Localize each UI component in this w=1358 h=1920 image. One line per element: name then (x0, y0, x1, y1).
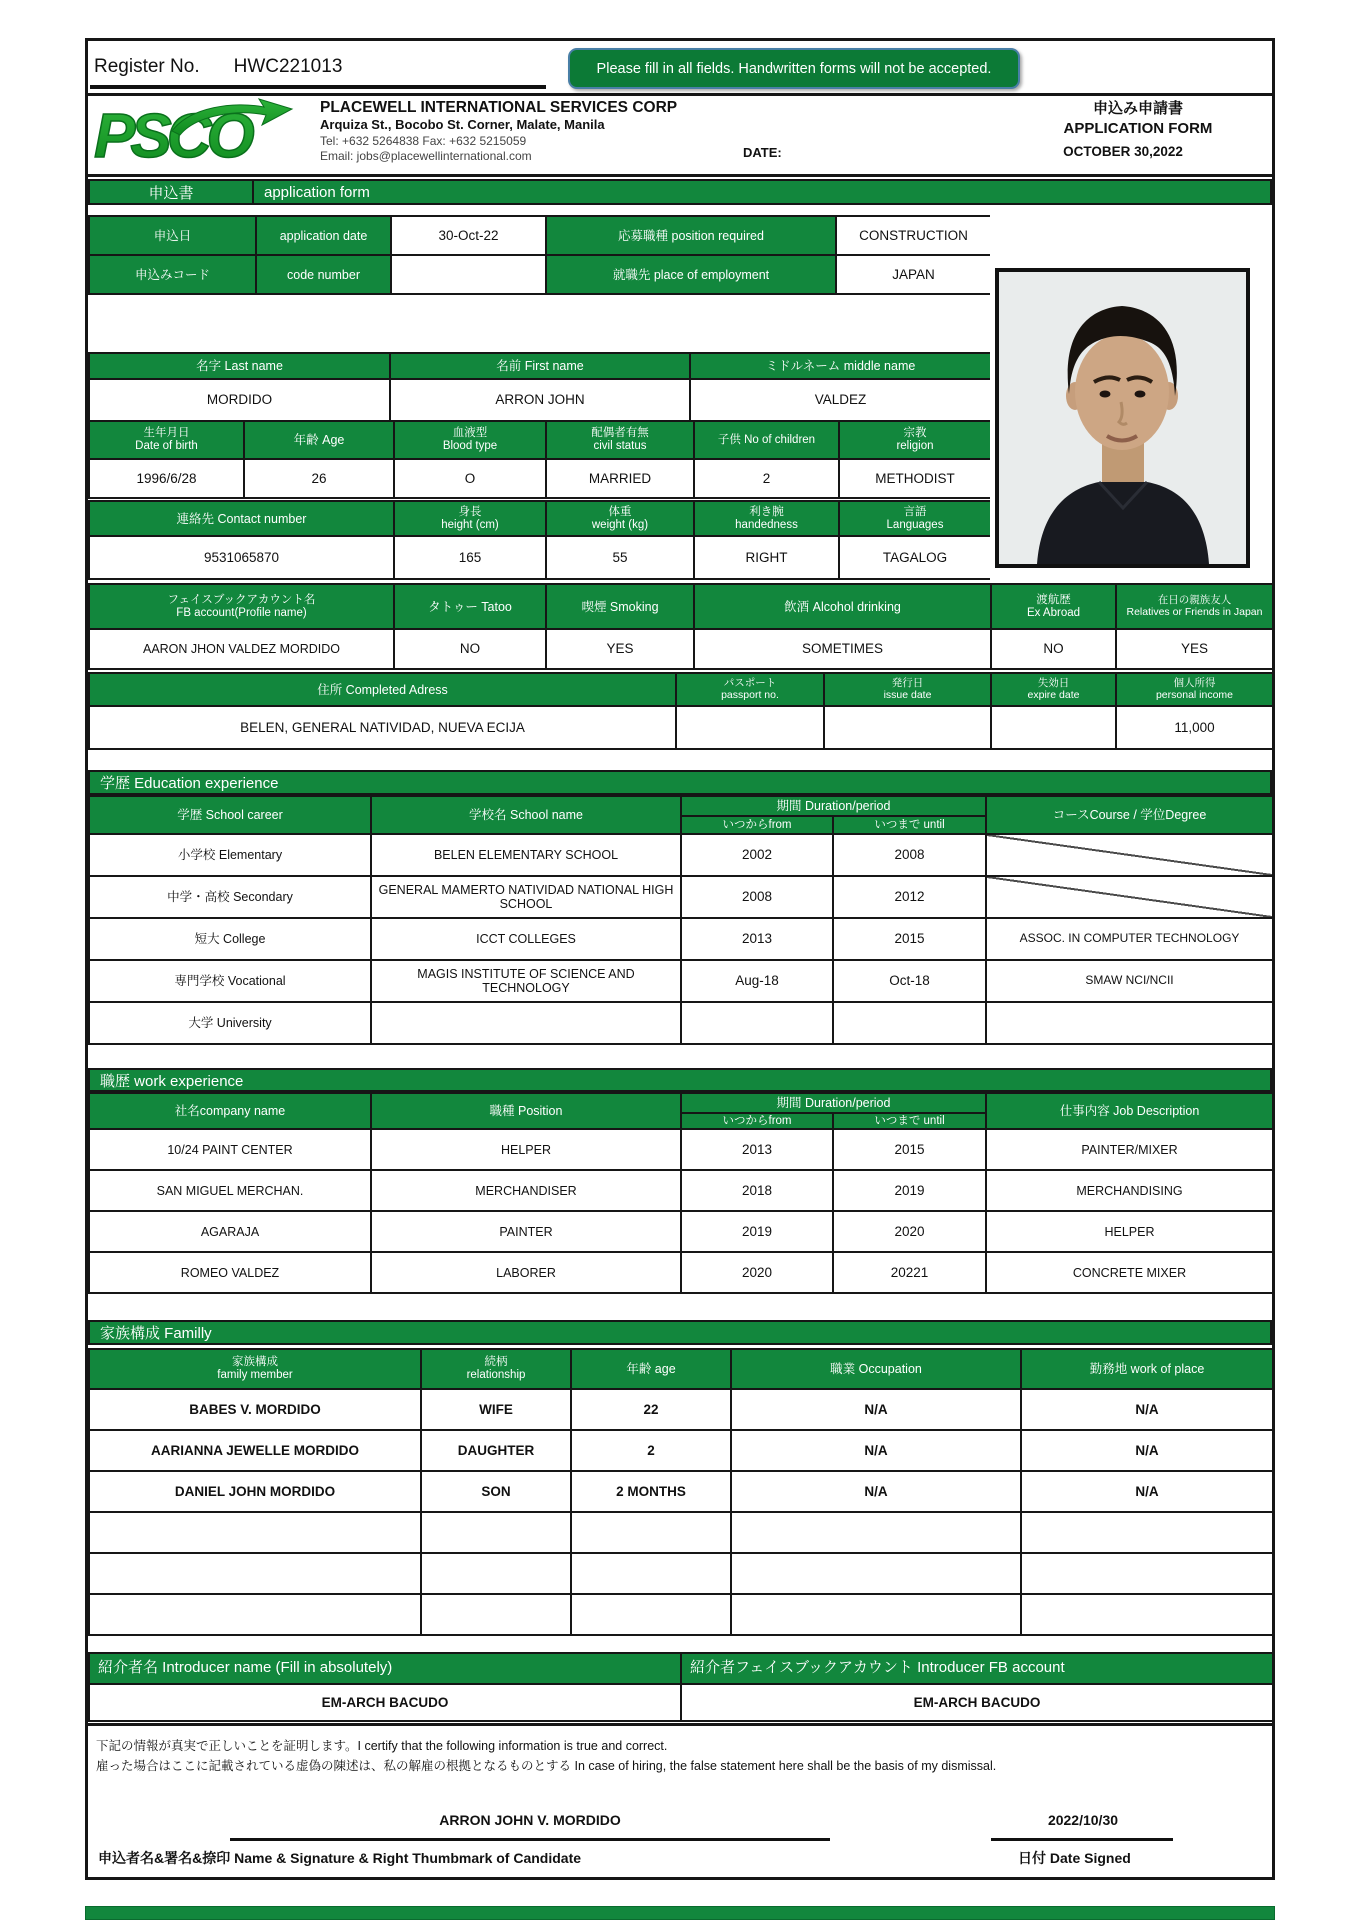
family-row-workplace (1020, 1552, 1272, 1593)
form-title-en: APPLICATION FORM (1063, 119, 1213, 137)
work-row-desc: HELPER (985, 1210, 1272, 1251)
edu-row-course (985, 1001, 1272, 1043)
value-civil-status: MARRIED (545, 458, 693, 497)
work-row-until: 2015 (832, 1128, 985, 1169)
label-work-of-place: 勤務地 work of place (1020, 1348, 1272, 1388)
work-row-company: SAN MIGUEL MERCHAN. (88, 1169, 370, 1210)
family-row-occupation (730, 1552, 1020, 1593)
edu-row-from: 2002 (680, 833, 832, 875)
label-work-from: いつからfrom (680, 1112, 832, 1128)
edu-row-school: ICCT COLLEGES (370, 917, 680, 959)
section-banner-work (88, 1068, 1272, 1092)
family-row-member (88, 1552, 420, 1593)
work-row-position: HELPER (370, 1128, 680, 1169)
family-row-member (88, 1511, 420, 1552)
work-row-company: 10/24 PAINT CENTER (88, 1128, 370, 1169)
work-row-company: ROMEO VALDEZ (88, 1251, 370, 1292)
label-ex-abroad: 渡航歴 Ex Abroad (990, 583, 1115, 628)
value-tatoo: NO (393, 628, 545, 668)
value-blood-type: O (393, 458, 545, 497)
family-row-age: 2 (570, 1429, 730, 1470)
banner-title-jp: 申込書 (90, 181, 254, 203)
family-row-occupation (730, 1593, 1020, 1634)
edu-row-from: 2008 (680, 875, 832, 917)
work-row-from: 2020 (680, 1251, 832, 1292)
edu-row-career: 専門学校 Vocational (88, 959, 370, 1001)
family-section-title: 家族構成 Familly (100, 1325, 212, 1342)
label-passport-no: パスポート passport no. (675, 672, 823, 705)
edu-row-career: 大学 University (88, 1001, 370, 1043)
edu-row-school: GENERAL MAMERTO NATIVIDAD NATIONAL HIGH SCHOOL (370, 875, 680, 917)
label-civil-status: 配偶者有無 civil status (545, 420, 693, 458)
work-row-desc: CONCRETE MIXER (985, 1251, 1272, 1292)
family-row-member: AARIANNA JEWELLE MORDIDO (88, 1429, 420, 1470)
date-signed-value: 2022/10/30 (1047, 1812, 1119, 1828)
value-alcohol: SOMETIMES (693, 628, 990, 668)
value-completed-address: BELEN, GENERAL NATIVIDAD, NUEVA ECIJA (88, 705, 675, 748)
label-alcohol: 飲酒 Alcohol drinking (693, 583, 990, 628)
value-first-name: ARRON JOHN (389, 378, 689, 420)
certification-line-1: 下記の情報が真実で正しいことを証明します。I certify that the following information is true and correct. (96, 1739, 668, 1753)
edu-row-until: Oct-18 (832, 959, 985, 1001)
family-row-workplace (1020, 1593, 1272, 1634)
label-weight: 体重 weight (kg) (545, 500, 693, 535)
register-bar (88, 41, 1272, 96)
label-application-date-jp: 申込日 (88, 215, 255, 254)
register-row (94, 56, 342, 78)
family-row-age (570, 1552, 730, 1593)
name-table (88, 352, 990, 422)
notice-banner: Please fill in all fields. Handwritten forms will not be accepted. (568, 48, 1020, 89)
label-smoking: 喫煙 Smoking (545, 583, 693, 628)
label-code-number-en: code number (255, 254, 390, 293)
company-email: Email: jobs@placewellinternational.com (320, 148, 532, 163)
value-application-date: 30-Oct-22 (390, 215, 545, 254)
label-relatives-in-japan: 在日の親族友人 Relatives or Friends in Japan (1115, 583, 1272, 628)
work-row-from: 2013 (680, 1128, 832, 1169)
value-smoking: YES (545, 628, 693, 668)
label-height: 身長 height (cm) (393, 500, 545, 535)
register-label: Register No. (94, 56, 200, 77)
value-height: 165 (393, 535, 545, 578)
edu-row-course (985, 833, 1272, 875)
work-table (88, 1092, 1272, 1294)
edu-row-school (370, 1001, 680, 1043)
work-row-from: 2019 (680, 1210, 832, 1251)
label-work-duration: 期間 Duration/period (680, 1092, 985, 1112)
company-address: Arquiza St., Bocobo St. Corner, Malate, Manila (320, 117, 605, 133)
logo-text: PSCO (94, 102, 250, 169)
family-row-age: 2 MONTHS (570, 1470, 730, 1511)
value-languages: TAGALOG (838, 535, 990, 578)
label-edu-until: いつまで until (832, 815, 985, 833)
company-name: PLACEWELL INTERNATIONAL SERVICES CORP (320, 99, 678, 116)
label-middle-name: ミドルネーム middle name (689, 352, 990, 378)
label-blood-type: 血液型 Blood type (393, 420, 545, 458)
family-row-age: 22 (570, 1388, 730, 1429)
section-banner-family (88, 1320, 1272, 1345)
edu-row-from (680, 1001, 832, 1043)
applicant-photo-image (999, 272, 1246, 564)
value-age: 26 (243, 458, 393, 497)
work-row-until: 20221 (832, 1251, 985, 1292)
label-school-name: 学校名 School name (370, 795, 680, 833)
family-row-workplace: N/A (1020, 1388, 1272, 1429)
label-place-of-employment: 就職先 place of employment (545, 254, 835, 293)
birth-info-table (88, 420, 990, 499)
candidate-signature-name: ARRON JOHN V. MORDIDO (439, 1812, 621, 1828)
work-row-company: AGARAJA (88, 1210, 370, 1251)
label-application-date-en: application date (255, 215, 390, 254)
label-introducer-fb: 紹介者フェイスブックアカウント Introducer FB account (680, 1652, 1272, 1683)
label-company-name: 社名company name (88, 1092, 370, 1128)
company-telfax: Tel: +632 5264838 Fax: +632 5215059 (320, 133, 527, 148)
label-handedness: 利き腕 handedness (693, 500, 838, 535)
company-logo (94, 97, 309, 169)
value-ex-abroad: NO (990, 628, 1115, 668)
address-table (88, 672, 1272, 750)
label-no-of-children: 子供 No of children (693, 420, 838, 458)
value-personal-income: 11,000 (1115, 705, 1272, 748)
label-tatoo: タトゥー Tatoo (393, 583, 545, 628)
edu-row-school: MAGIS INSTITUTE OF SCIENCE AND TECHNOLOGY (370, 959, 680, 1001)
certification-box (88, 1723, 1272, 1881)
value-fb-account: AARON JHON VALDEZ MORDIDO (88, 628, 393, 668)
edu-row-career: 短大 College (88, 917, 370, 959)
edu-row-course (985, 875, 1272, 917)
section-banner-education (88, 770, 1272, 795)
label-relationship: 続柄 relationship (420, 1348, 570, 1388)
edu-row-until: 2008 (832, 833, 985, 875)
value-expire-date (990, 705, 1115, 748)
family-row-workplace: N/A (1020, 1429, 1272, 1470)
date-value: OCTOBER 30,2022 (1063, 144, 1183, 159)
value-religion: METHODIST (838, 458, 990, 497)
edu-row-career: 小学校 Elementary (88, 833, 370, 875)
signature-underline (230, 1838, 830, 1841)
family-row-occupation: N/A (730, 1470, 1020, 1511)
edu-row-course: SMAW NCI/NCII (985, 959, 1272, 1001)
value-weight: 55 (545, 535, 693, 578)
label-date-of-birth: 生年月日 Date of birth (88, 420, 243, 458)
edu-row-from: 2013 (680, 917, 832, 959)
value-passport-no (675, 705, 823, 748)
edu-row-until: 2012 (832, 875, 985, 917)
label-age: 年齢 Age (243, 420, 393, 458)
label-edu-duration: 期間 Duration/period (680, 795, 985, 815)
work-row-until: 2019 (832, 1169, 985, 1210)
edu-row-course: ASSOC. IN COMPUTER TECHNOLOGY (985, 917, 1272, 959)
introducer-table (88, 1652, 1272, 1722)
value-introducer-name: EM-ARCH BACUDO (88, 1683, 680, 1720)
work-row-desc: MERCHANDISING (985, 1169, 1272, 1210)
family-row-member: BABES V. MORDIDO (88, 1388, 420, 1429)
label-issue-date: 発行日 issue date (823, 672, 990, 705)
value-handedness: RIGHT (693, 535, 838, 578)
family-row-member (88, 1593, 420, 1634)
label-edu-from: いつからfrom (680, 815, 832, 833)
label-course-degree: コースCourse / 学位Degree (985, 795, 1272, 833)
value-middle-name: VALDEZ (689, 378, 990, 420)
education-section-title: 学歴 Education experience (100, 775, 279, 792)
work-row-until: 2020 (832, 1210, 985, 1251)
date-label: DATE: (743, 145, 782, 160)
applicant-photo (995, 268, 1250, 568)
family-row-occupation (730, 1511, 1020, 1552)
work-row-from: 2018 (680, 1169, 832, 1210)
edu-row-from: Aug-18 (680, 959, 832, 1001)
value-relatives-in-japan: YES (1115, 628, 1272, 668)
family-table (88, 1348, 1272, 1636)
date-signed-underline (991, 1838, 1173, 1841)
label-occupation: 職業 Occupation (730, 1348, 1020, 1388)
edu-row-school: BELEN ELEMENTARY SCHOOL (370, 833, 680, 875)
label-completed-address: 住所 Completed Adress (88, 672, 675, 705)
edu-row-career: 中学・高校 Secondary (88, 875, 370, 917)
family-row-relationship (420, 1593, 570, 1634)
signature-label: 申込者名&署名&捺印 Name & Signature & Right Thumbmark of Candidate (98, 1850, 582, 1866)
label-languages: 言語 Languages (838, 500, 990, 535)
label-job-description: 仕事内容 Job Description (985, 1092, 1272, 1128)
company-info (320, 98, 677, 164)
label-expire-date: 失効日 expire date (990, 672, 1115, 705)
value-date-of-birth: 1996/6/28 (88, 458, 243, 497)
contact-info-table (88, 500, 990, 580)
education-table (88, 795, 1272, 1045)
register-number: HWC221013 (233, 56, 343, 77)
value-no-of-children: 2 (693, 458, 838, 497)
application-info-table (88, 215, 990, 295)
value-code-number (390, 254, 545, 293)
value-place-of-employment: JAPAN (835, 254, 990, 293)
next-section-strip (85, 1906, 1275, 1920)
date-signed-label: 日付 Date Signed (1018, 1850, 1131, 1866)
label-last-name: 名字 Last name (88, 352, 389, 378)
family-row-occupation: N/A (730, 1429, 1020, 1470)
label-personal-income: 個人所得 personal income (1115, 672, 1272, 705)
form-title-jp: 申込み申請書 (1092, 100, 1183, 117)
value-position-required: CONSTRUCTION (835, 215, 990, 254)
edu-row-until (832, 1001, 985, 1043)
section-banner-application (88, 179, 1272, 205)
value-last-name: MORDIDO (88, 378, 389, 420)
work-row-position: PAINTER (370, 1210, 680, 1251)
logo-graphic (94, 97, 309, 169)
label-position-required: 応募職種 position required (545, 215, 835, 254)
work-row-position: MERCHANDISER (370, 1169, 680, 1210)
value-contact-number: 9531065870 (88, 535, 393, 578)
family-row-relationship: DAUGHTER (420, 1429, 570, 1470)
label-position: 職種 Position (370, 1092, 680, 1128)
label-first-name: 名前 First name (389, 352, 689, 378)
family-row-workplace (1020, 1511, 1272, 1552)
label-introducer-name: 紹介者名 Introducer name (Fill in absolutely) (88, 1652, 680, 1683)
label-work-until: いつまで until (832, 1112, 985, 1128)
family-row-member: DANIEL JOHN MORDIDO (88, 1470, 420, 1511)
family-row-workplace: N/A (1020, 1470, 1272, 1511)
label-fb-account: フェイスブックアカウント名 FB account(Profile name) (88, 583, 393, 628)
label-code-number-jp: 申込みコード (88, 254, 255, 293)
label-family-age: 年齢 age (570, 1348, 730, 1388)
form-title (1008, 99, 1268, 138)
company-header (88, 93, 1272, 177)
work-section-title: 職歴 work experience (100, 1072, 244, 1090)
work-row-desc: PAINTER/MIXER (985, 1128, 1272, 1169)
banner-title-en: application form (264, 183, 370, 201)
label-family-member: 家族構成 family member (88, 1348, 420, 1388)
family-row-relationship (420, 1511, 570, 1552)
habits-table (88, 583, 1272, 670)
family-row-relationship: WIFE (420, 1388, 570, 1429)
family-row-age (570, 1511, 730, 1552)
label-religion: 宗教 religion (838, 420, 990, 458)
family-row-age (570, 1593, 730, 1634)
edu-row-until: 2015 (832, 917, 985, 959)
value-issue-date (823, 705, 990, 748)
form-frame (85, 38, 1275, 1880)
family-row-occupation: N/A (730, 1388, 1020, 1429)
certification-line-2: 雇った場合はここに記載されている虚偽の陳述は、私の解雇の根拠となるものとする In case of hiring, the false statement here shall be the basis of my dismissal. (96, 1759, 997, 1773)
value-introducer-fb: EM-ARCH BACUDO (680, 1683, 1272, 1720)
register-underline (90, 85, 546, 89)
label-contact-number: 連絡先 Contact number (88, 500, 393, 535)
label-school-career: 学歴 School career (88, 795, 370, 833)
family-row-relationship (420, 1552, 570, 1593)
work-row-position: LABORER (370, 1251, 680, 1292)
family-row-relationship: SON (420, 1470, 570, 1511)
